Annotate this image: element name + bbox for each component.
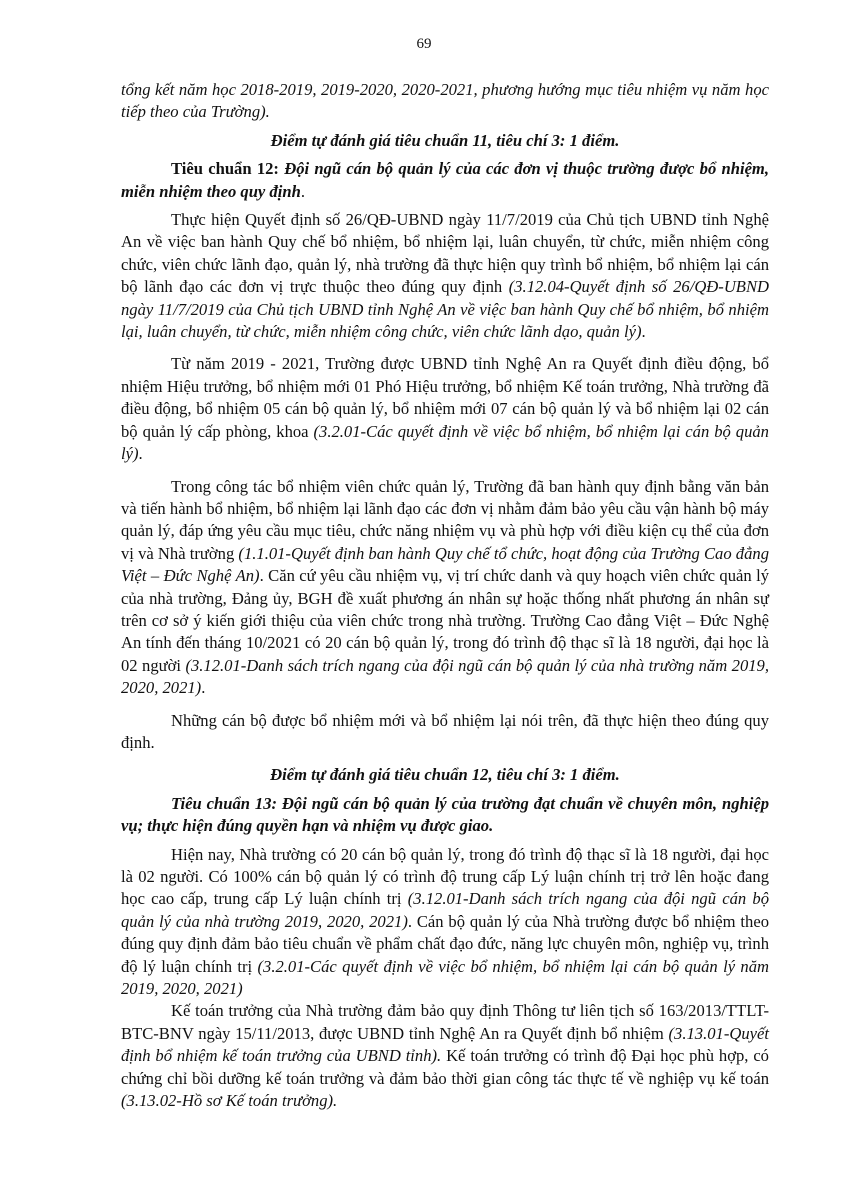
score-text: Điểm tự đánh giá tiêu chuẩn 11, tiêu chí 3: 1 điểm. [270, 130, 620, 150]
paragraph-continuation [121, 79, 769, 124]
body-text: Trong công tác bổ nhiệm viên chức quản lý, Trường đã ban hành quy định bằng văn bản và tiến hành bổ nhiệm, bổ nhiệm lại lãnh đạo các đơn vị nhằm đảm bảo yêu cầu vận hành bộ máy quản lý, đáp ứng yêu cầu mục tiêu, chức năng nhiệm vụ và phù hợp với điều kiện cụ thể của đơn vị và Nhà trường [121, 476, 769, 563]
page-content [121, 79, 769, 1112]
evidence-citation: (3.2.01-Các quyết định về việc bổ nhiệm, bổ nhiệm lại cán bộ quản lý) [121, 421, 769, 464]
evidence-citation: (1.1.01-Quyết định ban hành Quy chế tổ chức, hoạt động của Trường Cao đẳng Việt – Đức Nghệ An) [121, 543, 769, 586]
punctuation: . [138, 444, 143, 464]
punctuation: . [201, 678, 206, 698]
evidence-citation: (3.12.01-Danh sách trích ngang của đội ngũ cán bộ quản lý của nhà trường 2019, 2020, 2021) [121, 889, 769, 931]
evidence-citation: (3.13.02-Hồ sơ Kế toán trưởng). [121, 1091, 338, 1111]
punctuation: . [300, 181, 305, 201]
standard-title: Đội ngũ cán bộ quản lý của các đơn vị thuộc trường được bổ nhiệm, miễn nhiệm theo quy định [121, 159, 769, 201]
paragraph-appointment-process [121, 476, 769, 700]
paragraph-managers-qualification [121, 844, 769, 1001]
paragraph-appointments-2019-2021 [121, 353, 769, 465]
score-standard-11 [121, 130, 769, 152]
standard-12-heading [121, 158, 769, 203]
body-text: Những cán bộ được bổ nhiệm mới và bổ nhiệm lại nói trên, đã thực hiện theo đúng quy định. [121, 710, 769, 752]
standard-title: Tiêu chuẩn 13: Đội ngũ cán bộ quản lý của trường đạt chuẩn về chuyên môn, nghiệp vụ; thực hiện đúng quyền hạn và nhiệm vụ được giao. [121, 793, 769, 836]
paragraph-chief-accountant [121, 1000, 769, 1112]
score-text: Điểm tự đánh giá tiêu chuẩn 12, tiêu chí 3: 1 điểm. [270, 765, 620, 785]
evidence-citation: (3.13.01-Quyết định bổ nhiệm kế toán trưởng của UBND tỉnh). [121, 1023, 769, 1066]
body-text: Kế toán trưởng có trình độ Đại học phù hợp, có chứng chỉ bồi dưỡng kế toán trưởng và đảm bảo thời gian công tác thực tế về nghiệp vụ kế toán [121, 1046, 769, 1088]
punctuation: . [641, 322, 646, 342]
body-text: . Cán bộ quản lý của Nhà trường được bổ nhiệm theo đúng quy định đảm bảo tiêu chuẩn về phẩm chất đạo đức, năng lực chuyên môn, nghiệp vụ, trình độ lý luận chính trị [121, 911, 769, 976]
citation-text: tổng kết năm học 2018-2019, 2019-2020, 2020-2021, phương hướng mục tiêu nhiệm vụ năm học tiếp theo của Trường). [121, 80, 769, 122]
body-text: . Căn cứ yêu cầu nhiệm vụ, vị trí chức danh và quy hoạch viên chức quản lý của nhà trường, Đảng ủy, BGH đề xuất phương án nhân sự hoặc thống nhất phương án nhân sự trên cơ sở ý kiến giới thiệu của viên chức trong nhà trường. Trường Cao đẳng Việt – Đức Nghệ An tính đến tháng 10/2021 có 20 cán bộ quản lý, trong đó trình độ thạc sĩ là 18 người, đại học là 02 người [121, 566, 770, 675]
evidence-citation: (3.2.01-Các quyết định về việc bổ nhiệm, bổ nhiệm lại cán bộ quản lý năm 2019, 2020, 2021) [121, 956, 769, 999]
page-number: 69 [416, 36, 432, 52]
body-text: Thực hiện Quyết định số 26/QĐ-UBND ngày 11/7/2019 của Chủ tịch UBND tỉnh Nghệ An về việc ban hành Quy chế bổ nhiệm, bổ nhiệm lại, luân chuyển, từ chức, miễn nhiệm công chức, viên chức lãnh đạo, quản lý, nhà trường đã thực hiện quy trình bổ nhiệm, bổ nhiệm lại cán bộ lãnh đạo các đơn vị trực thuộc theo đúng quy định [121, 210, 769, 297]
paragraph-conclusion [121, 710, 769, 755]
body-text: Từ năm 2019 - 2021, Trường được UBND tỉnh Nghệ An ra Quyết định điều động, bổ nhiệm Hiệu trưởng, bổ nhiệm mới 01 Phó Hiệu trưởng, bổ nhiệm Kế toán trưởng, Nhà trường đã điều động, bổ nhiệm 05 cán bộ quản lý, bổ nhiệm mới 07 cán bộ quản lý và bổ nhiệm lại 02 cán bộ quản lý cấp phòng, khoa [121, 354, 769, 441]
body-text: Hiện nay, Nhà trường có 20 cán bộ quản lý, trong đó trình độ thạc sĩ là 18 người, đại học là 02 người. Có 100% cán bộ quản lý có trình độ trung cấp Lý luận chính trị trở lên hoặc đang học cao cấp, trung cấp Lý luận chính trị [121, 844, 769, 909]
standard-13-heading [121, 793, 769, 838]
evidence-citation: (3.12.01-Danh sách trích ngang của đội ngũ cán bộ quản lý của nhà trường năm 2019, 2020, 2021) [121, 655, 769, 698]
standard-label: Tiêu chuẩn 12: [171, 159, 279, 179]
body-text: Kế toán trưởng của Nhà trường đảm bảo quy định Thông tư liên tịch số 163/2013/TTLT-BTC-BNV ngày 15/11/2013, được UBND tỉnh Nghệ An ra Quyết định bổ nhiệm [121, 1001, 769, 1043]
paragraph-decision-26 [121, 209, 769, 343]
evidence-citation: (3.12.04-Quyết định số 26/QĐ-UBND ngày 11/7/2019 của Chủ tịch UBND tỉnh Nghệ An về việc ban hành Quy chế bổ nhiệm, bổ nhiệm lại, luân chuyển, từ chức, miễn nhiệm công chức, viên chức lãnh dạo, quản lý) [121, 277, 769, 342]
score-standard-12 [121, 764, 769, 786]
